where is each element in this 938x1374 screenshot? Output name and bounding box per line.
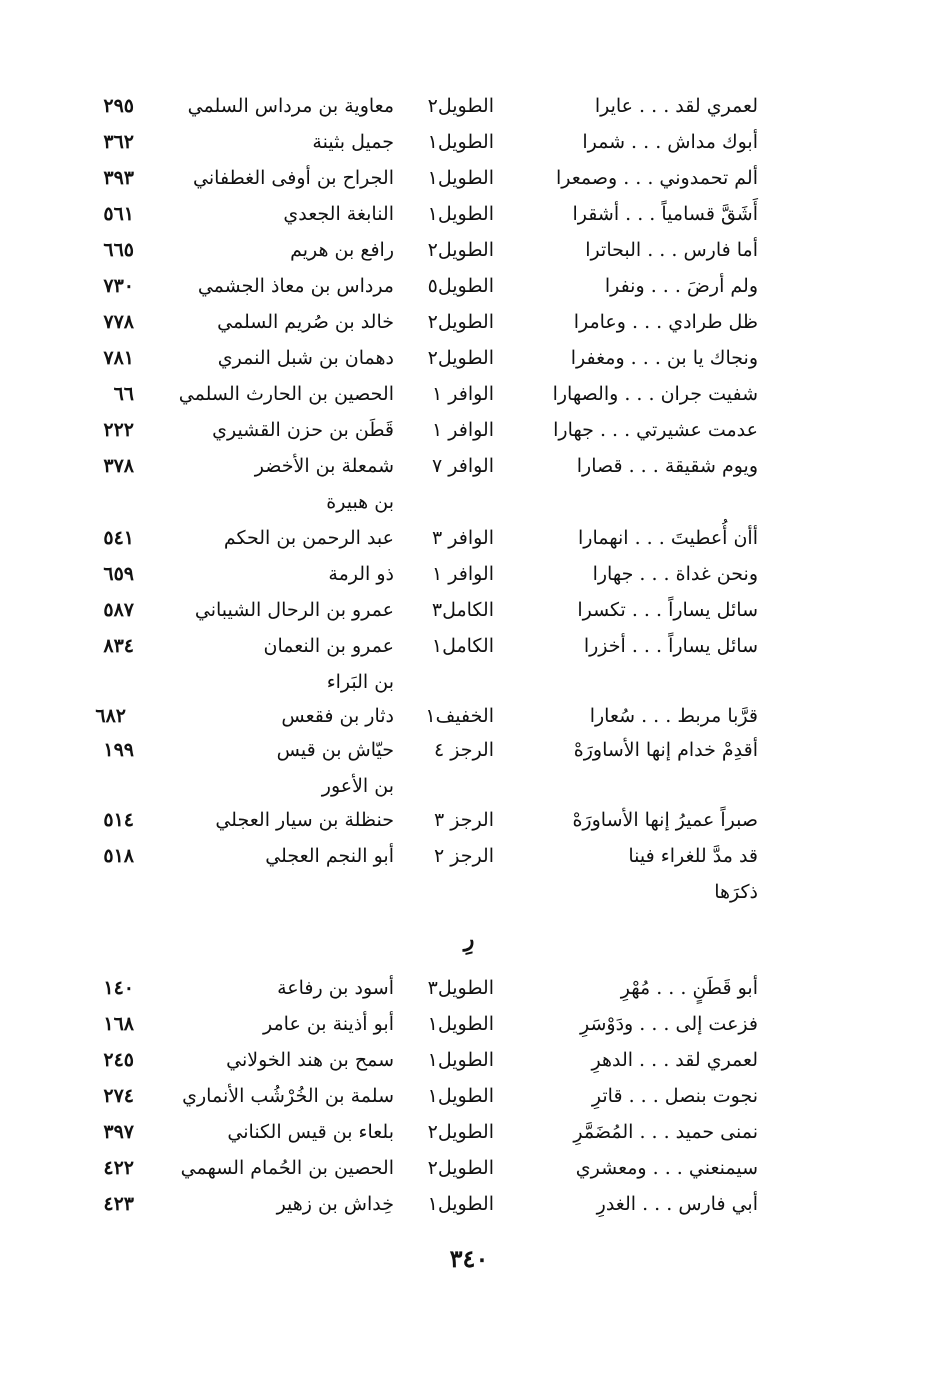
page-ref: ١٤٠ (103, 977, 134, 999)
meter: الطويل١ (427, 1193, 494, 1215)
page-ref: ٣٧٨ (103, 455, 134, 477)
page-ref: ٥٦١ (103, 203, 134, 225)
poet-name: حنظلة بن سيار العجلي (215, 809, 394, 831)
index-row (0, 802, 938, 838)
index-row-continuation (0, 768, 938, 804)
verse-incipit: ولم أرضَ . . . ونفرا (604, 275, 758, 297)
page-ref: ٢٢٢ (103, 419, 134, 441)
meter: الخفيف١ (425, 705, 494, 727)
poet-name: بلعاء بن قيس الكناني (227, 1121, 394, 1143)
meter: الرجز ٣ (433, 809, 494, 831)
index-row (0, 412, 938, 448)
verse-incipit: شفيت جران . . . والصهارا (552, 383, 758, 405)
page-ref: ٢٤٥ (103, 1049, 134, 1071)
meter: الطويل٢ (427, 347, 494, 369)
poet-name: بن الأعور (321, 775, 394, 797)
index-row (0, 232, 938, 268)
index-row (0, 970, 938, 1006)
poet-name: دهمان بن شبل النمري (217, 347, 394, 369)
verse-incipit: ونحن غداة . . . جهارا (592, 563, 758, 585)
page-ref: ٧٨١ (103, 347, 134, 369)
meter: الطويل١ (427, 1049, 494, 1071)
poet-name: رافع بن هريم (290, 239, 394, 261)
page-ref: ٥١٨ (103, 845, 134, 867)
meter: الطويل٢ (427, 311, 494, 333)
verse-incipit: سائل يساراً . . . تكسرا (577, 599, 758, 621)
verse-incipit: لعمري لقد . . . عايرا (594, 95, 758, 117)
verse-incipit: نمنى حميد . . . المُضَمَّرِ (573, 1121, 758, 1143)
verse-incipit: أَشَقَّ قسامياً . . . أشقرا (572, 203, 758, 225)
meter: الوافر ١ (432, 563, 494, 585)
page-ref: ٤٢٣ (103, 1193, 134, 1215)
index-row (0, 1114, 938, 1150)
page-number: ٣٤٠ (449, 1244, 489, 1273)
verse-incipit: سائل يساراً . . . أخزرا (583, 635, 758, 657)
meter: الوافر ١ (432, 383, 494, 405)
poet-name: أبو أذينة بن عامر (263, 1013, 394, 1035)
meter: الوافر ٧ (432, 455, 494, 477)
poet-name: حيّاش بن قيس (276, 739, 394, 761)
page-ref: ٨٣٤ (103, 635, 134, 657)
poet-name: ذو الرمة (328, 563, 394, 585)
index-row (0, 376, 938, 412)
verse-incipit: أأن أُعطيتَ . . . انهمارا (578, 527, 758, 549)
poet-name: دثار بن فقعس (281, 705, 394, 727)
index-row (0, 1150, 938, 1186)
index-row (0, 88, 938, 124)
poet-name: بن البَراء (326, 671, 394, 693)
meter: الرجز ٢ (433, 845, 494, 867)
index-row (0, 1042, 938, 1078)
page-ref: ١٩٩ (103, 739, 134, 761)
page-ref: ٢٩٥ (103, 95, 134, 117)
meter: الطويل٢ (427, 95, 494, 117)
poet-name: سلمة بن الخُرْشُب الأنماري (182, 1085, 394, 1107)
index-row (0, 732, 938, 768)
meter: الطويل٣ (427, 977, 494, 999)
verse-incipit: صبراً عميرُ إنها الأساورَهْ (572, 809, 758, 831)
index-row (0, 1186, 938, 1222)
page-ref: ٥٨٧ (103, 599, 134, 621)
page-ref: ٣٩٣ (103, 167, 134, 189)
poet-name: عمرو بن الرحال الشيباني (194, 599, 394, 621)
section-letter-heading: رِ (463, 926, 475, 952)
meter: الطويل٢ (427, 1121, 494, 1143)
page-ref: ٦٦ (113, 383, 134, 405)
index-row (0, 1006, 938, 1042)
meter: الكامل٣ (431, 599, 494, 621)
meter: الكامل١ (431, 635, 494, 657)
poet-name: الحصين بن الحارث السلمي (178, 383, 394, 405)
verse-incipit: أما فارس . . . البحاترا (585, 239, 758, 261)
index-row (0, 304, 938, 340)
meter: الطويل١ (427, 1013, 494, 1035)
index-row (0, 838, 938, 874)
poet-name: مرداس بن معاذ الجشمي (197, 275, 394, 297)
poet-name: أسود بن رفاعة (277, 977, 394, 999)
poet-name: شمعلة بن الأخضر (254, 455, 394, 477)
verse-incipit: نجوت بنصل . . . قاترِ (591, 1085, 758, 1107)
index-row-continuation (0, 664, 938, 700)
verse-incipit: فزعت إلى . . . ودَوْسَرِ (580, 1013, 758, 1035)
poet-name: عبد الرحمن بن الحكم (223, 527, 394, 549)
index-row (0, 160, 938, 196)
page-ref: ٥١٤ (103, 809, 134, 831)
meter: الطويل٥ (427, 275, 494, 297)
meter: الطويل١ (427, 203, 494, 225)
verse-incipit: ألم تحمدوني . . . وصمعرا (555, 167, 758, 189)
index-row (0, 340, 938, 376)
verse-incipit: قرَّبا مربط . . . سُعارا (589, 705, 758, 727)
poet-name: معاوية بن مرداس السلمي (187, 95, 394, 117)
poet-name: خِداش بن زهير (276, 1193, 394, 1215)
page-ref: ٥٤١ (103, 527, 134, 549)
index-row (0, 556, 938, 592)
page-ref: ٦٥٩ (103, 563, 134, 585)
page-ref: ١٦٨ (103, 1013, 134, 1035)
index-row (0, 268, 938, 304)
poet-name: أبو النجم العجلي (265, 845, 394, 867)
page-ref: ٦٨٢ (95, 705, 126, 727)
poet-name: عمرو بن النعمان (263, 635, 394, 657)
meter: الرجز ٤ (433, 739, 494, 761)
meter: الوافر ٣ (432, 527, 494, 549)
verse-incipit: قد مدَّ للغراء فينا (628, 845, 758, 867)
poet-name: الحصين بن الحُمام السهمي (180, 1157, 394, 1179)
index-row (0, 520, 938, 556)
poet-name: النابغة الجعدي (283, 203, 394, 225)
meter: الطويل١ (427, 131, 494, 153)
index-row (0, 698, 938, 734)
page-ref: ٢٧٤ (103, 1085, 134, 1107)
verse-incipit: ظل طرادي . . . وعامرا (573, 311, 758, 333)
meter: الطويل٢ (427, 1157, 494, 1179)
verse-incipit: أبوك مداش . . . شمرا (582, 131, 758, 153)
meter: الطويل٢ (427, 239, 494, 261)
verse-incipit: ذكرَها (714, 881, 758, 903)
verse-incipit: أبو قَطَنٍ . . . مُهْرِ (620, 977, 758, 999)
page-ref: ٤٢٢ (103, 1157, 134, 1179)
verse-incipit: ونجاك يا بن . . . ومغفرا (570, 347, 758, 369)
index-row (0, 592, 938, 628)
verse-incipit: أبي فارس . . . الغدرِ (596, 1193, 758, 1215)
index-row (0, 628, 938, 664)
page-ref: ٣٩٧ (103, 1121, 134, 1143)
verse-incipit: سيمنعني . . . ومعشري (575, 1157, 758, 1179)
poet-name: جميل بثينة (312, 131, 394, 153)
verse-incipit: لعمري لقد . . . الدهرِ (591, 1049, 758, 1071)
index-row-continuation (0, 874, 938, 910)
index-row (0, 196, 938, 232)
page-ref: ٦٦٥ (103, 239, 134, 261)
poet-name: قَطَن بن حزن القشيري (212, 419, 394, 441)
index-row (0, 1078, 938, 1114)
poet-name: سمح بن هند الخولاني (226, 1049, 394, 1071)
page-ref: ٣٦٢ (103, 131, 134, 153)
verse-incipit: عدمت عشيرتي . . . جهارا (553, 419, 758, 441)
index-row (0, 124, 938, 160)
verse-incipit: ويوم شقيقة . . . قصارا (576, 455, 758, 477)
poet-name: الجراح بن أوفى الغطفاني (193, 167, 394, 189)
page-ref: ٧٧٨ (103, 311, 134, 333)
page-ref: ٧٣٠ (103, 275, 134, 297)
meter: الطويل١ (427, 1085, 494, 1107)
meter: الوافر ١ (432, 419, 494, 441)
meter: الطويل١ (427, 167, 494, 189)
index-row (0, 448, 938, 484)
verse-incipit: أقدِمْ خدام إنها الأساورَهْ (573, 739, 758, 761)
poet-name: خالد بن صُريم السلمي (217, 311, 394, 333)
index-row-continuation (0, 484, 938, 520)
poet-name: بن هبيرة (326, 491, 394, 513)
